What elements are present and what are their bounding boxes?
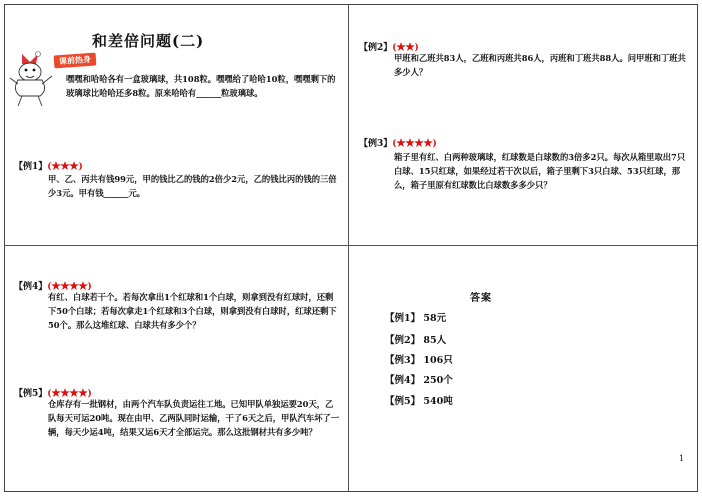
answer-2: 【例2】 85人 [385,335,447,346]
example-3-text: 箱子里有红、白两种玻璃球，红球数是白球数的3倍多2只。每次从箱里取出7只白球、15只红球，如果经过若干次以后，箱子里剩下3只白球、53只红球，那么，箱子里原有红球数比白球数多多少只？ [394,152,686,190]
example-1-text: 甲、乙、丙共有钱99元，甲的钱比乙的钱的2倍少2元，乙的钱比丙的钱的三倍少3元。甲有钱______元。 [48,174,337,198]
answer-3: 【例3】 106只 [385,355,453,366]
answer-5: 【例5】 540吨 [385,396,453,407]
warmup-badge: 课前热身 [54,53,97,69]
example-5-text: 仓库存有一批钢材，由两个汽车队负责运往工地。已知甲队单独运要20天，乙队每天可运20吨。现在由甲、乙两队同时运输，干了6天之后，甲队汽车坏了一辆，每天少运4吨，结果又运6天才全部运完。那么这批钢材共有多少吨？ [48,399,340,437]
panel-bottom-right [349,246,697,492]
answers-title: 答案 [470,293,492,304]
answer-4: 【例4】 250个 [385,375,453,386]
answer-1: 【例1】 58元 [385,313,447,324]
warmup-text: 嘿嘿和哈哈各有一盒玻璃球，共108粒。嘿嘿给了哈哈10粒，嘿嘿剩下的玻璃球比哈哈还多8粒。原来哈哈有______粒玻璃球。 [66,74,336,98]
page-title: 和差倍问题(二) [92,32,205,50]
example-3-tag: 【例3】(★★★★) [359,139,437,149]
example-1-tag: 【例1】(★★★) [14,162,83,172]
example-4-tag: 【例4】(★★★★) [14,282,92,292]
rabbit-mascot-icon [8,50,56,108]
page-number: 1 [679,454,685,463]
example-2-text: 甲班和乙班共83人，乙班和丙班共86人，丙班和丁班共88人。问甲班和丁班共多少人？ [394,53,686,77]
example-5-tag: 【例5】(★★★★) [14,389,92,399]
example-4-text: 有红、白球若干个。若每次拿出1个红球和1个白球，则拿到没有红球时，还剩下50个白球；若每次拿走1个红球和3个白球，则拿到没有白球时，红球还剩下50个。那么这堆红球、白球共有多少个？ [48,292,337,330]
example-2-tag: 【例2】(★★) [359,43,419,53]
